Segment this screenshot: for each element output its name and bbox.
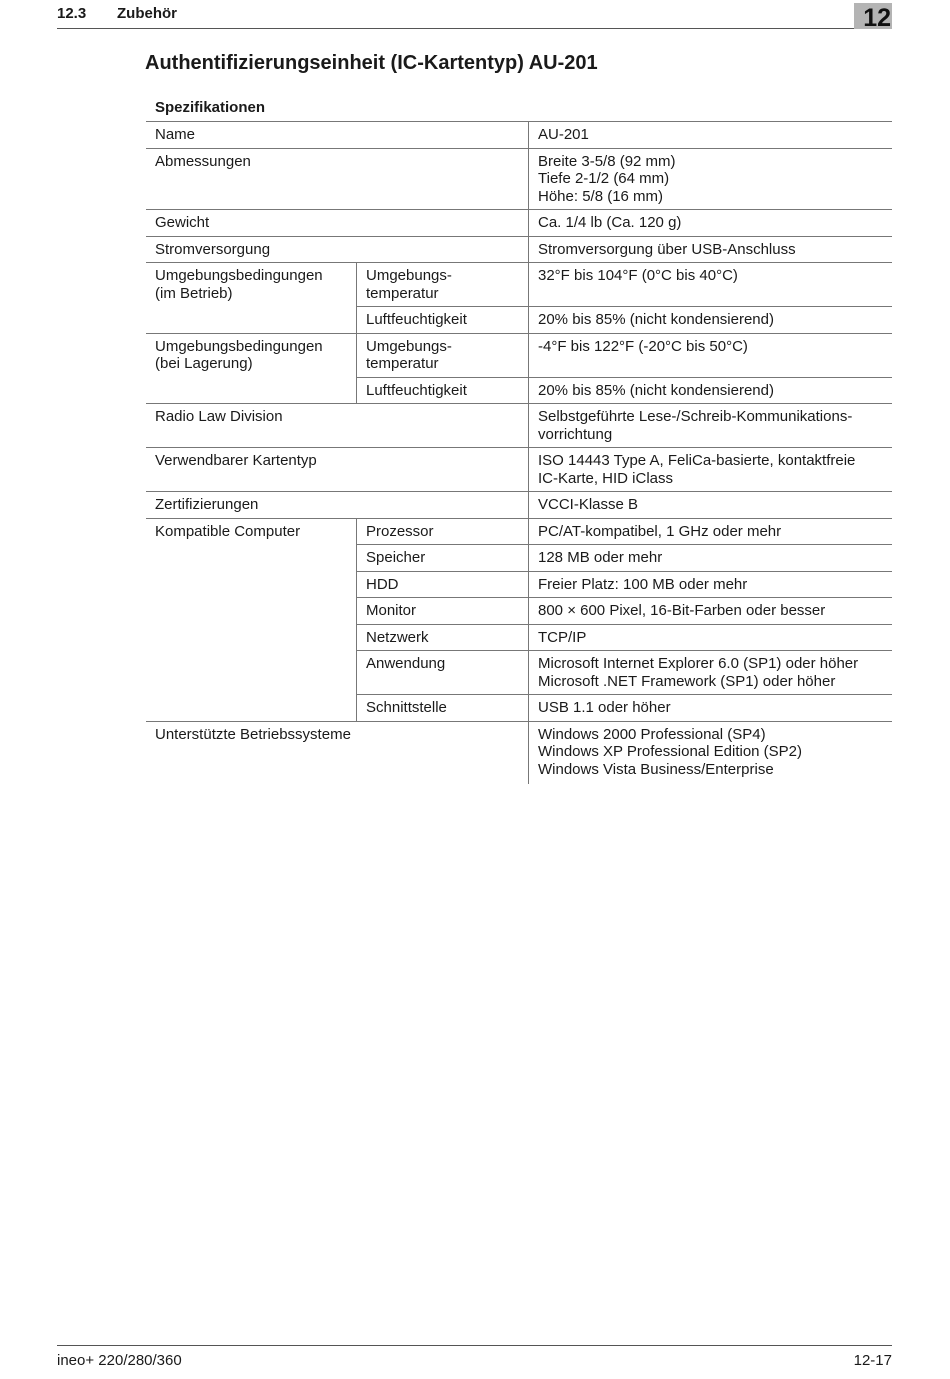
row-value: -4°F bis 122°F (-20°C bis 50°C) — [529, 333, 893, 377]
table-row — [146, 721, 892, 784]
sub-label: Luftfeuchtigkeit — [357, 307, 529, 334]
label-line: temperatur — [366, 284, 439, 302]
value-line: Windows 2000 Professional (SP4) — [538, 725, 766, 743]
table-row — [146, 333, 892, 377]
row-label: Verwendbarer Kartentyp — [146, 448, 529, 492]
row-value: USB 1.1 oder höher — [529, 695, 893, 722]
section-number: 12.3 — [57, 5, 87, 22]
spec-table — [146, 121, 892, 784]
row-value — [529, 148, 893, 210]
row-label: Radio Law Division — [146, 404, 529, 448]
table-row — [146, 448, 892, 492]
row-label: Gewicht — [146, 210, 529, 237]
table-row — [146, 148, 892, 210]
value-line: ISO 14443 Type A, FeliCa-basierte, kontaktfreie — [538, 452, 856, 469]
value-line: Microsoft .NET Framework (SP1) oder höher — [538, 672, 836, 690]
table-row — [146, 492, 892, 519]
row-value: VCCI-Klasse B — [529, 492, 893, 519]
row-value — [529, 448, 893, 492]
table-row — [146, 210, 892, 237]
row-value: 32°F bis 104°F (0°C bis 40°C) — [529, 263, 893, 307]
table-row — [146, 122, 892, 149]
page-footer — [57, 1345, 892, 1369]
row-value: Freier Platz: 100 MB oder mehr — [529, 571, 893, 598]
table-row — [146, 404, 892, 448]
value-line: Selbstgeführte Lese-/Schreib-Kommunikations- — [538, 408, 853, 425]
value-line: vorrichtung — [538, 425, 613, 443]
label-line: (im Betrieb) — [155, 284, 233, 302]
table-row — [146, 518, 892, 545]
label-line: Umgebungs- — [366, 337, 452, 355]
value-line: Höhe: 5/8 (16 mm) — [538, 187, 664, 205]
row-label: Zertifizierungen — [146, 492, 529, 519]
value-line: Windows Vista Business/Enterprise — [538, 760, 774, 778]
label-line: Umgebungsbedingungen — [155, 267, 323, 284]
row-value — [529, 721, 893, 784]
row-label: Unterstützte Betriebssysteme — [146, 721, 529, 784]
row-value: AU-201 — [529, 122, 893, 149]
label-line: Umgebungsbedingungen — [155, 337, 323, 355]
sub-label: Netzwerk — [357, 624, 529, 651]
table-row — [146, 263, 892, 307]
row-value: PC/AT-kompatibel, 1 GHz oder mehr — [529, 518, 893, 545]
row-value: 20% bis 85% (nicht kondensierend) — [529, 307, 893, 334]
chapter-number-badge: 12 — [854, 3, 892, 29]
row-value — [529, 404, 893, 448]
label-line: (bei Lagerung) — [155, 355, 253, 372]
row-label: Name — [146, 122, 529, 149]
sub-label: Prozessor — [357, 518, 529, 545]
row-value: 128 MB oder mehr — [529, 545, 893, 572]
value-line: Breite 3-5/8 (92 mm) — [538, 152, 676, 170]
label-line: temperatur — [366, 355, 439, 372]
row-value: 20% bis 85% (nicht kondensierend) — [529, 377, 893, 404]
row-label: Kompatible Computer — [146, 518, 357, 721]
value-line: Microsoft Internet Explorer 6.0 (SP1) oder höher — [538, 655, 859, 672]
row-value: 800 × 600 Pixel, 16-Bit-Farben oder besser — [529, 598, 893, 625]
row-value: Stromversorgung über USB-Anschluss — [529, 236, 893, 263]
row-label — [146, 263, 357, 334]
sub-label: Monitor — [357, 598, 529, 625]
sub-label: Schnittstelle — [357, 695, 529, 722]
table-row — [146, 236, 892, 263]
footer-model: ineo+ 220/280/360 — [57, 1352, 182, 1369]
row-value: Ca. 1/4 lb (Ca. 120 g) — [529, 210, 893, 237]
row-label: Abmessungen — [146, 148, 529, 210]
sub-label: HDD — [357, 571, 529, 598]
page-header — [57, 0, 892, 32]
label-line: Umgebungs- — [366, 267, 452, 284]
row-value — [529, 651, 893, 695]
sub-label: Speicher — [357, 545, 529, 572]
row-label: Stromversorgung — [146, 236, 529, 263]
row-value: TCP/IP — [529, 624, 893, 651]
section-title: Zubehör — [117, 5, 177, 22]
value-line: Tiefe 2-1/2 (64 mm) — [538, 170, 670, 187]
spec-heading: Spezifikationen — [155, 99, 266, 116]
page-title: Authentifizierungseinheit (IC-Kartentyp) AU-201 — [145, 52, 598, 74]
value-line: Windows XP Professional Edition (SP2) — [538, 743, 803, 760]
value-line: IC-Karte, HID iClass — [538, 469, 674, 487]
sub-label — [357, 263, 529, 307]
sub-label — [357, 333, 529, 377]
footer-page-number: 12-17 — [853, 1352, 892, 1369]
row-label — [146, 333, 357, 404]
sub-label: Luftfeuchtigkeit — [357, 377, 529, 404]
sub-label: Anwendung — [357, 651, 529, 695]
